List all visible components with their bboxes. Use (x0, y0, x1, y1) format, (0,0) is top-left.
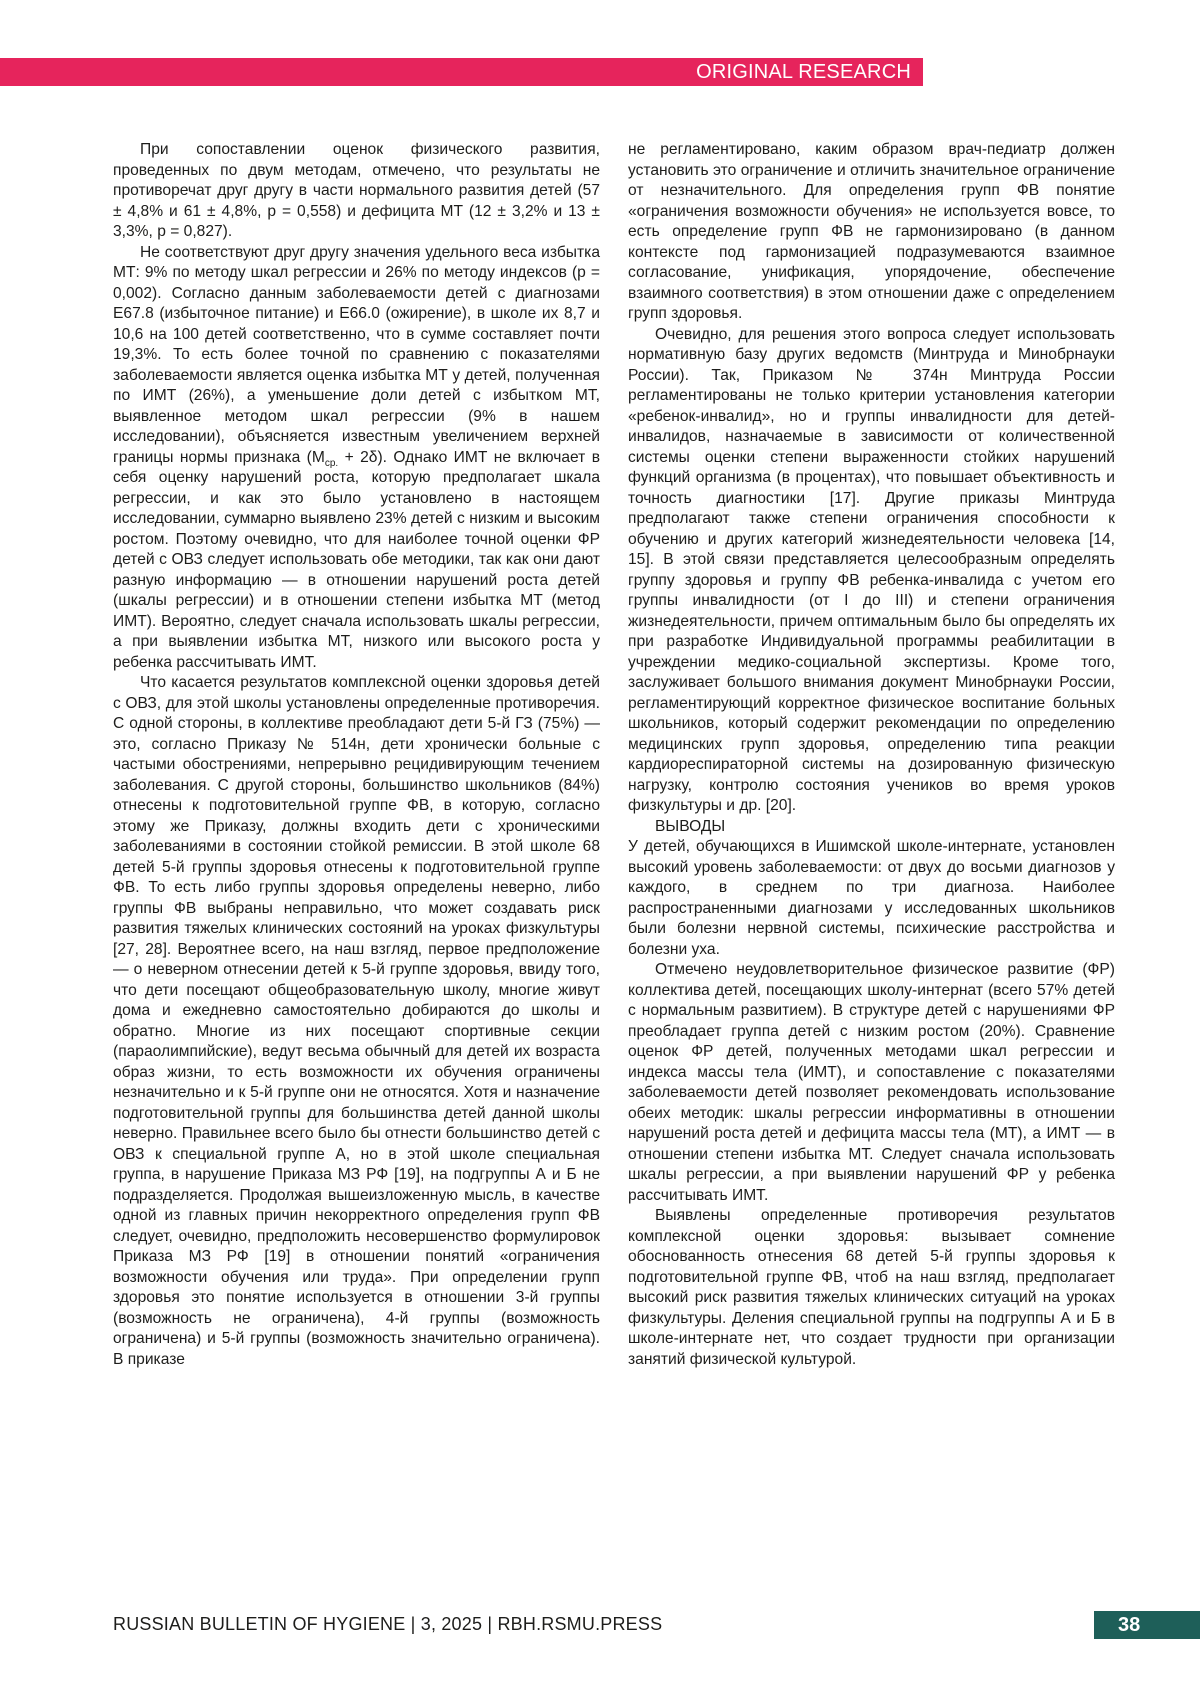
paragraph: Отмечено неудовлетворительное физическое развитие (ФР) коллектива детей, посещающих школу-интернат (всего 57% детей с нормальным развитием). В структуре детей с нарушениями ФР преобладает группа детей с низким ростом (20%). Сравнение оценок ФР детей, полученных методами шкал регрессии и индекса массы тела (ИМТ), и сопоставление с показателями заболеваемости детей позволяет рекомендовать использование обеих методик: шкалы регрессии информативны в отношении нарушений роста детей и дефицита массы тела (МТ), а ИМТ — в отношении степени избытка МТ. Следует сначала использовать шкалы регрессии, а при выявлении нарушений ФР у ребенка рассчитывать ИМТ. (628, 961, 1115, 1204)
paragraph: Очевидно, для решения этого вопроса следует использовать нормативную базу других ведомств (Минтруда и Минобрнауки России). Так, Приказом № 374н Минтруда России регламентированы не только критерии установления категории «ребенок-инвалид», но и группы инвалидности для детей-инвалидов, назначаемые в зависимости от количественной системы оценки степени выраженности стойких нарушений функций организма (в процентах), что повышает объективность и точность диагностики [17]. Другие приказы Минтруда предполагают также степени ограничения способности к обучению и других категорий жизнедеятельности человека [14, 15]. В этой связи представляется целесообразным определять группу здоровья и группу ФВ ребенка-инвалида с учетом его группы инвалидности (от I до III) и степени ограничения жизнедеятельности, причем оптимальным было бы определять их при разработке Индивидуальной программы реабилитации в учреждении медико-социальной экспертизы. Кроме того, заслуживает большого внимания документ Минобрнауки России, регламентирующий корректное физическое воспитание больных школьников, который содержит рекомендации по определению медицинских групп здоровья, определению типа реакции кардиореспираторной системы на дозированную физическую нагрузку, контролю состояния учеников во время уроков физкультуры и др. [20]. (628, 325, 1115, 814)
subscript: ср. (324, 457, 339, 469)
paragraph: Выявлены определенные противоречия результатов комплексной оценки здоровья: вызывает сомнение обоснованность отнесения 68 детей 5-й группы здоровья к подготовительной группе ФВ, чтоб на наш взгляд, предполагает высокий риск развития тяжелых клинических ситуаций на уроках физкультуры. Деления специальной группы на подгруппы А и Б в школе-интернате нет, что создает трудности при организации занятий физической культурой. (628, 1207, 1115, 1368)
section-label: ORIGINAL RESEARCH (696, 61, 911, 83)
paragraph: не регламентировано, каким образом врач-педиатр должен установить это ограничение и отличить значительное ограничение от незначительного. Для определения групп ФВ понятие «ограничения возможности обучения» не используется вовсе, то есть определение групп ФВ не гармонизировано (в данном контексте под гармонизацией подразумеваются взаимное согласование, унификация, упорядочение, обеспечение взаимного соответствия) в этом отношении даже с определением групп здоровья. (628, 141, 1115, 322)
paragraph-text: + 2δ). Однако ИМТ не включает в себя оценку нарушений роста, которую предполагает шкала регрессии, и как это было установлено в настоящем исследовании, суммарно выявлено 23% детей с низким и высоким ростом. Поэтому очевидно, что для наиболее точной оценки ФР детей с ОВЗ следует использовать обе методики, так как они дают разную информацию — в отношении нарушений роста детей (шкалы регрессии) и в отношении степени избытка МТ (метод ИМТ). Вероятно, следует сначала использовать шкалы регрессии, а при выявлении избытка МТ, низкого или высокого роста у ребенка рассчитывать ИМТ. (113, 448, 600, 671)
page-number: 38 (1094, 1611, 1200, 1639)
right-column (628, 140, 1115, 1370)
paragraph: При сопоставлении оценок физического развития, проведенных по двум методам, отмечено, что результаты не противоречат друг другу в части нормального развития детей (57 ± 4,8% и 61 ± 4,8%, p = 0,558) и дефицита МТ (12 ± 3,2% и 13 ± 3,3%, p = 0,827). (113, 141, 600, 240)
paragraph: Что касается результатов комплексной оценки здоровья детей с ОВЗ, для этой школы установлены определенные противоречия. С одной стороны, в коллективе преобладают дети 5-й ГЗ (75%) — это, согласно Приказу № 514н, дети хронически больные с частыми обострениями, непрерывно рецидивирующим течением заболевания. С другой стороны, большинство школьников (84%) отнесены к подготовительной группе ФВ, в которую, согласно этому же Приказу, должны входить дети с хроническими заболеваниями в состоянии стойкой ремиссии. В этой школе 68 детей 5-й группы здоровья отнесены к подготовительной группе ФВ. То есть либо группы здоровья определены неверно, либо группы ФВ выбраны неправильно, что может создавать риск развития тяжелых клинических состояний на уроках физкультуры [27, 28]. Вероятнее всего, на наш взгляд, первое предположение — о неверном отнесении детей к 5-й группе здоровья, ввиду того, что дети посещают общеобразовательную школу, многие живут дома и ежедневно самостоятельно добираются до школы и обратно. Многие из них посещают спортивные секции (параолимпийские), ведут весьма обычный для детей их возраста образ жизни, то есть возможности их обучения ограничены незначительно и к 5-й группе они не относятся. Хотя и назначение подготовительной группы для большинства детей данной школы неверно. Правильнее всего было бы отнести большинство детей с ОВЗ к специальной группе А, но в этой школе специальная группа, в нарушение Приказа МЗ РФ [19], на подгруппы А и Б не подразделяется. Продолжая вышеизложенную мысль, в качестве одной из главных причин некорректного определения групп ФВ следует, очевидно, предположить несовершенство формулировок Приказа МЗ РФ [19] в отношении понятий «ограничения возможности обучения или труда». При определении групп здоровья это понятие используется в отношении 3-й группы (возможность не ограничена), 4-й группы (возможность ограничена) и 5-й группы (возможность значительно ограничена). В приказе (113, 674, 600, 1368)
journal-footer: RUSSIAN BULLETIN OF HYGIENE | 3, 2025 | RBH.RSMU.PRESS (113, 1614, 663, 1634)
section-banner (0, 58, 923, 86)
paragraph-text: Не соответствуют друг другу значения удельного веса избытка МТ: 9% по методу шкал регрессии и 26% по методу индексов (p = 0,002). Согласно данным заболеваемости детей с диагнозами E67.8 (избыточное питание) и E66.0 (ожирение), в школе их 8,7 и 10,6 на 100 детей соответственно, что в сумме составляет почти 19,3%. То есть более точной по сравнению с показателями заболеваемости является оценка избытка МТ у детей, полученная по ИМТ (26%), а уменьшение доли детей с избытком МТ, выявленное методом шкал регрессии (9% в нашем исследовании), объясняется известным увеличением верхней границы нормы признака (M (113, 243, 600, 466)
left-column (113, 140, 600, 1370)
paragraph (113, 243, 600, 674)
section-heading: ВЫВОДЫ (655, 817, 726, 835)
paragraph: У детей, обучающихся в Ишимской школе-интернате, установлен высокий уровень заболеваемости: от двух до восьми диагнозов у каждого, в среднем по три диагноза. Наиболее распространенными диагнозами у исследованных школьников были болезни нервной системы, психические расстройства и болезни уха. (628, 838, 1115, 958)
